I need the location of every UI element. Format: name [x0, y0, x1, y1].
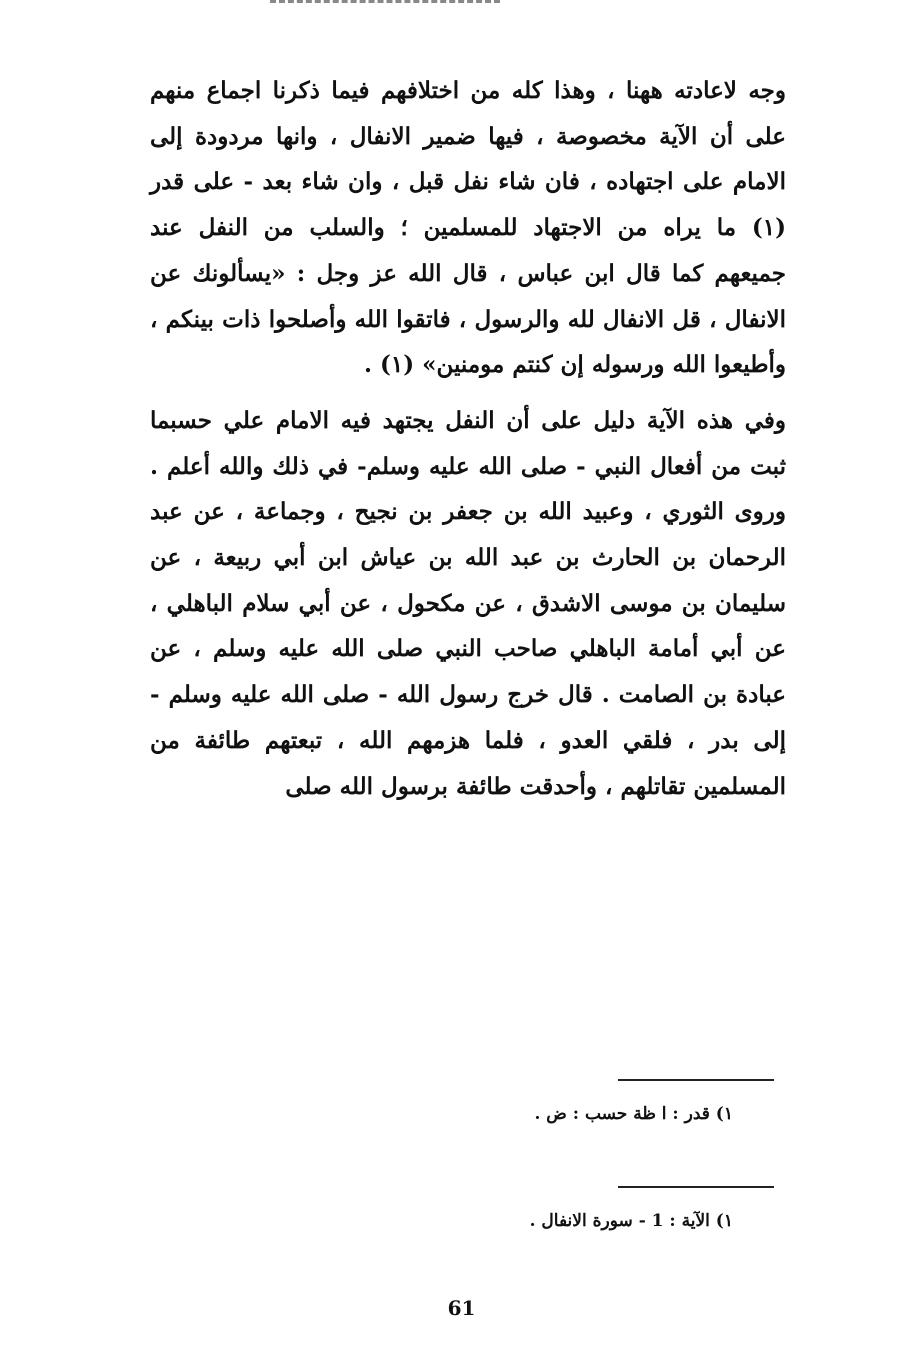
page-number: 61: [447, 1296, 476, 1320]
main-text: [150, 68, 786, 809]
footnote-rule-1: [618, 1079, 774, 1081]
paragraph-2: وفي هذه الآية دليل على أن النفل يجتهد فيه الامام علي حسبما ثبت من أفعال النبي - صلى الله عليه وسلم- في ذلك والله أعلم . وروى الثوري ، وعبيد الله بن جعفر بن نجيح ، وجماعة ، عن عبد الرحمان بن الحارث بن عبد الله بن عياش ابن أبي ربيعة ، عن سليمان بن موسى الاشدق ، عن مكحول ، عن أبي سلام الباهلي ، عن أبي أمامة الباهلي صاحب النبي صلى الله عليه وسلم ، عن عبادة بن الصامت . قال خرج رسول الله - صلى الله عليه وسلم - إلى بدر ، فلقي العدو ، فلما هزمهم الله ، تبعتهم طائفة من المسلمين تقاتلهم ، وأحدقت طائفة برسول الله صلى: [150, 406, 786, 800]
top-edge-dashes: [270, 0, 500, 9]
footnote-2: ١) الآية : 1 - سورة الانفال .: [529, 1211, 733, 1231]
paragraph-1: وجه لاعادته ههنا ، وهذا كله من اختلافهم فيما ذكرنا اجماع منهم على أن الآية مخصوصة ، فيها ضمير الانفال ، وانها مردودة إلى الامام على اجتهاده ، فان شاء نفل قبل ، وان شاء بعد - على قدر (١) ما يراه من الاجتهاد للمسلمين ؛ والسلب من النفل عند جميعهم كما قال ابن عباس ، قال الله عز وجل : «يسألونك عن الانفال ، قل الانفال لله والرسول ، فاتقوا الله وأصلحوا ذات بينكم ، وأطيعوا الله ورسوله إن كنتم مومنين» (١) .: [150, 77, 786, 379]
footnote-rule-2: [618, 1186, 774, 1188]
footnote-1: ١) قدر : ا ظة حسب : ض .: [534, 1104, 733, 1124]
